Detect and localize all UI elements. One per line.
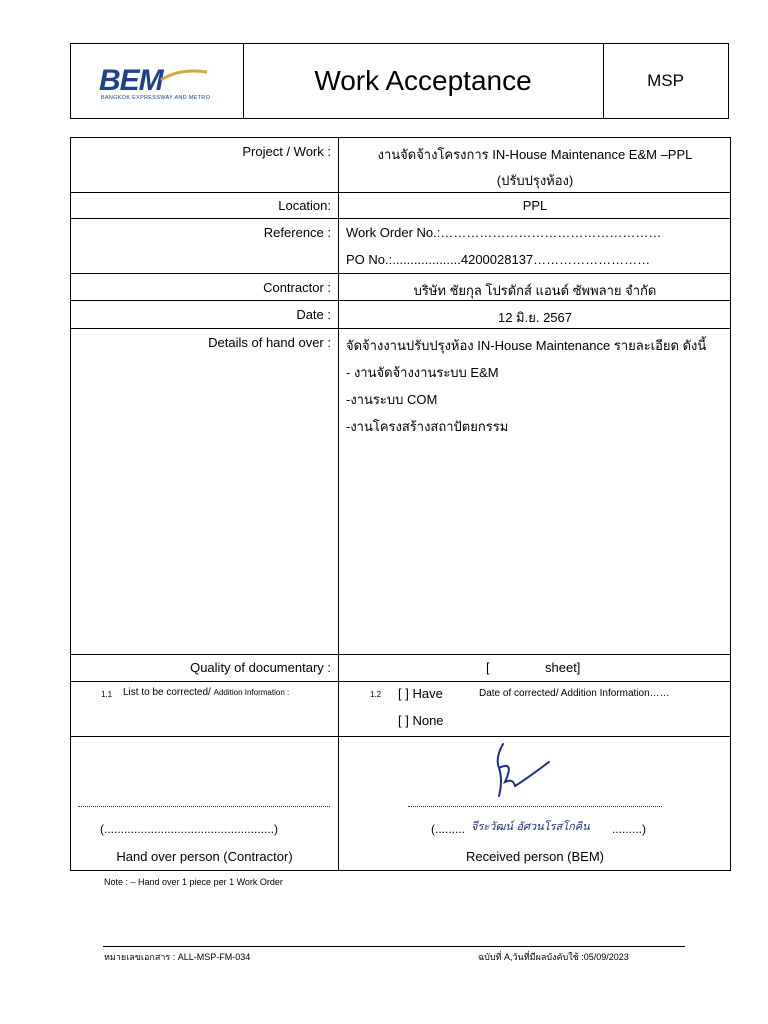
contractor-label: Contractor :: [263, 280, 331, 295]
quality-sheet: sheet]: [545, 660, 581, 675]
row-divider: [70, 273, 731, 274]
note-text: Note : – Hand over 1 piece per 1 Work Order: [104, 877, 283, 887]
contractor-value: บริษัท ชัยกุล โปรดักส์ แอนด์ ซัพพลาย จำกัด: [413, 283, 657, 298]
list-corrected-label: [123, 687, 289, 698]
contractor-signature-line: [78, 806, 330, 807]
project-label: Project / Work :: [242, 144, 331, 159]
item-number: 1.1: [101, 690, 113, 699]
date-label: Date :: [296, 307, 331, 322]
list-corrected-text: List to be corrected/: [123, 687, 211, 698]
none-checkbox[interactable]: [ ] None: [398, 713, 444, 728]
row-divider: [70, 681, 731, 682]
details-line: จัดจ้างงานปรับปรุงห้อง IN-House Maintenance รายละเอียด ดังนี้: [346, 338, 707, 353]
bem-paren-close: .........): [612, 822, 647, 836]
quality-bracket: [: [486, 660, 490, 675]
footer-rule: [103, 946, 685, 947]
bem-signature-line: [408, 806, 662, 807]
details-line: -งานระบบ COM: [346, 392, 438, 407]
po-number: PO No.:...................4200028137………………………: [346, 252, 651, 267]
details-label: Details of hand over :: [208, 335, 331, 350]
row-divider: [70, 736, 731, 737]
location-label: Location:: [278, 198, 331, 213]
contractor-caption: Hand over person (Contractor): [116, 849, 293, 864]
details-line: - งานจัดจ้างงานระบบ E&M: [346, 365, 499, 380]
work-order-number: Work Order No.:……………………………………………: [346, 225, 662, 240]
row-divider: [70, 218, 731, 219]
details-line: -งานโครงสร้างสถาปัตยกรรม: [346, 419, 509, 434]
document-header: [70, 43, 729, 119]
location-value: PPL: [522, 198, 548, 213]
column-divider: [338, 137, 339, 871]
addition-info-text: Addition Information :: [213, 688, 290, 697]
footer-revision: ฉบับที่ A,วันที่มีผลบังคับใช้ :05/09/2023: [478, 952, 629, 962]
bem-paren-open: (.........: [431, 822, 466, 836]
signature-mark-icon: [485, 738, 555, 808]
bem-caption: Received person (BEM): [466, 849, 604, 864]
logo-cell: [71, 44, 244, 118]
form-table: [70, 137, 731, 871]
row-divider: [70, 654, 731, 655]
logo-text: BEM: [99, 64, 163, 97]
logo-swoosh-icon: [99, 66, 209, 94]
logo-subtitle: BANGKOK EXPRESSWAY AND METRO: [101, 95, 211, 101]
document-code: MSP: [647, 71, 684, 90]
bem-handwritten-name: จีระวัฒน์ อัศวนโรสโกคิน: [471, 820, 590, 833]
date-corrected-field: Date of corrected/ Addition Information……: [479, 688, 670, 699]
quality-label: Quality of documentary :: [190, 660, 331, 675]
reference-label: Reference :: [263, 225, 331, 240]
footer-doc-number: หมายเลขเอกสาร : ALL-MSP-FM-034: [104, 952, 251, 962]
project-value-line2: (ปรับปรุงห้อง): [496, 173, 574, 188]
row-divider: [70, 328, 731, 329]
date-value: 12 มิ.ย. 2567: [497, 310, 572, 325]
row-divider: [70, 192, 731, 193]
project-value-line1: งานจัดจ้างโครงการ IN-House Maintenance E&M –PPL: [377, 147, 693, 162]
item-number: 1.2: [370, 690, 382, 699]
document-title: Work Acceptance: [243, 44, 604, 118]
contractor-name-field: (...................................................): [100, 822, 279, 836]
have-checkbox[interactable]: [ ] Have: [398, 686, 443, 701]
